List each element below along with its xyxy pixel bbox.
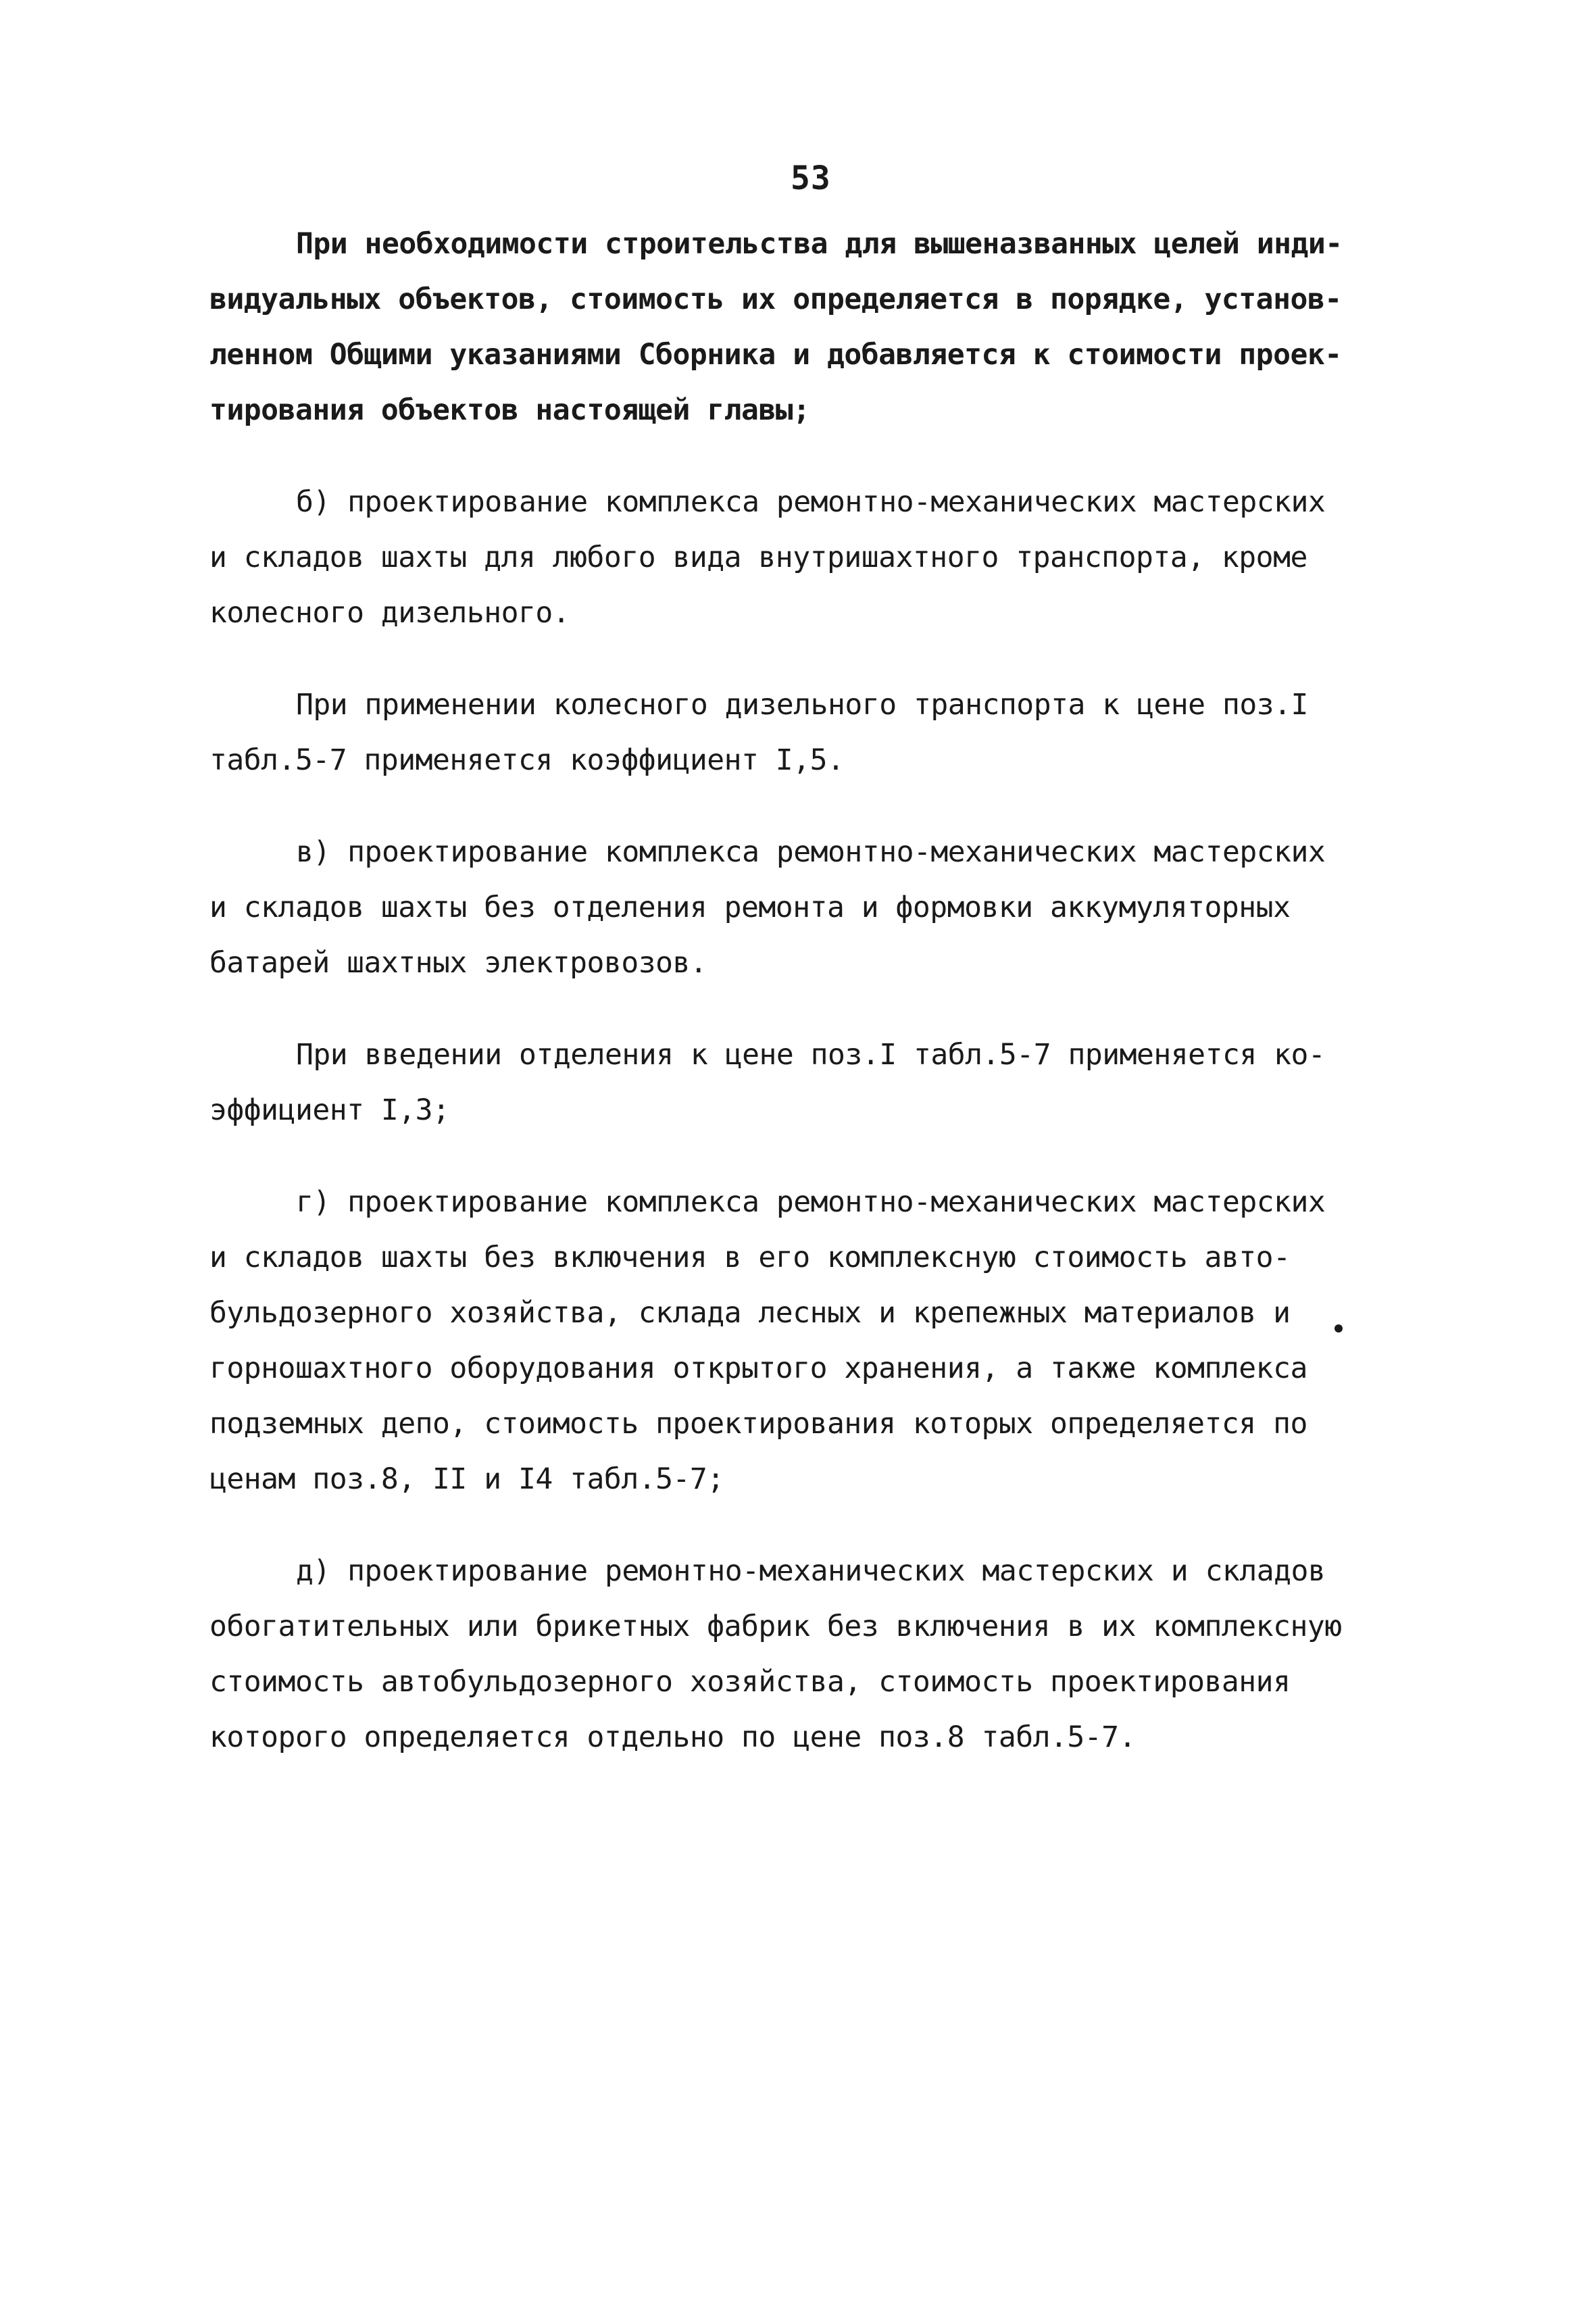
text-line: ценам поз.8, II и I4 табл.5-7; (209, 1462, 724, 1496)
text-line: г) проектирование комплекса ремонтно-механических мастерских (296, 1185, 1326, 1219)
text-line: которого определяется отдельно по цене поз.8 табл.5-7. (209, 1720, 1136, 1754)
scan-dot-mark (1335, 1324, 1343, 1333)
text-line: При введении отделения к цене поз.I табл.5-7 применяется ко- (296, 1038, 1326, 1072)
text-line: и складов шахты без включения в его комплексную стоимость авто- (209, 1241, 1291, 1274)
page-number: 53 (791, 159, 831, 197)
text-line: При применении колесного дизельного транспорта к цене поз.I (296, 688, 1308, 722)
paragraph (209, 677, 1399, 788)
paragraph (209, 1174, 1399, 1507)
text-line: в) проектирование комплекса ремонтно-механических мастерских (296, 835, 1326, 869)
paragraph (209, 824, 1399, 991)
paragraph (209, 474, 1399, 641)
text-line: табл.5-7 применяется коэффициент I,5. (209, 743, 845, 777)
text-line: ленном Общими указаниями Сборника и добавляется к стоимости проек- (209, 338, 1342, 372)
text-line: и складов шахты для любого вида внутришахтного транспорта, кроме (209, 541, 1307, 574)
paragraph (209, 1027, 1399, 1138)
text-line: колесного дизельного. (209, 596, 570, 630)
paragraph (209, 1543, 1399, 1765)
paragraph (209, 216, 1399, 438)
text-line: эффициент I,3; (209, 1093, 450, 1127)
text-line: При необходимости строительства для вышеназванных целей инди- (296, 227, 1343, 261)
text-line: бульдозерного хозяйства, склада лесных и крепежных материалов и (209, 1296, 1291, 1330)
text-line: б) проектирование комплекса ремонтно-механических мастерских (296, 485, 1326, 519)
text-line: тирования объектов настоящей главы; (209, 393, 810, 427)
text-line: подземных депо, стоимость проектирования которых определяется по (209, 1407, 1307, 1441)
text-line: обогатительных или брикетных фабрик без включения в их комплексную (209, 1610, 1342, 1643)
document-body (209, 216, 1399, 1801)
text-line: д) проектирование ремонтно-механических мастерских и складов (296, 1554, 1326, 1588)
text-line: батарей шахтных электровозов. (209, 946, 707, 980)
text-line: видуальных объектов, стоимость их определяется в порядке, установ- (209, 282, 1342, 316)
text-line: стоимость автобульдозерного хозяйства, стоимость проектирования (209, 1665, 1291, 1699)
text-line: горношахтного оборудования открытого хранения, а также комплекса (209, 1351, 1307, 1385)
text-line: и складов шахты без отделения ремонта и формовки аккумуляторных (209, 891, 1291, 924)
